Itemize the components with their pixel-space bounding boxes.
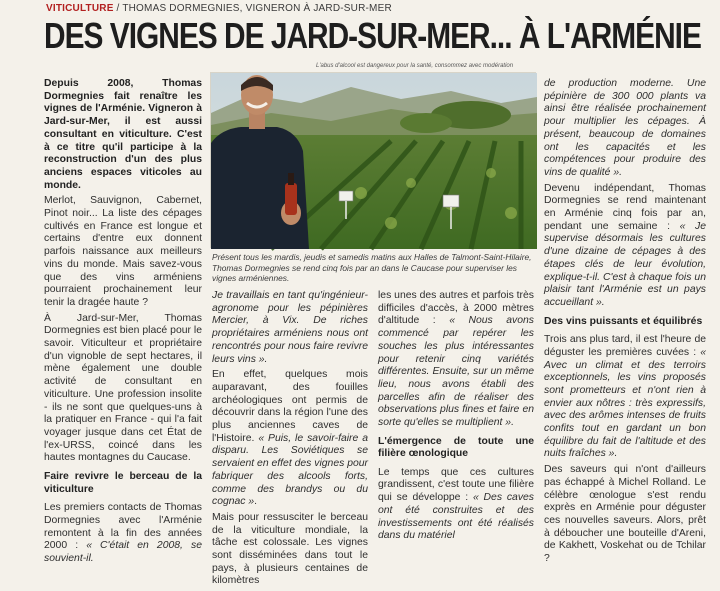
quote-text: « Puis, le savoir-faire a disparu. Les Soviétiques se servaient en effet des vignes pour fabriquer des alcools forts, comme des brandys ou du cognac » xyxy=(212,432,368,508)
body-text: . xyxy=(254,496,258,508)
section-heading: Des vins puissants et équilibrés xyxy=(544,315,703,327)
body-text: Les premiers contacts de Thomas Dormegnies avec l'Arménie remontent à la fin des années 2000 : xyxy=(44,502,202,552)
article-column-1 xyxy=(44,78,202,569)
quote-text: « Nous avons commencé par repérer les souches les plus intéressantes pour retenir cinq variétés différentes. Ensuite, sur un même lieu, nous avons établi des parcelles afin de réaliser des observations plus fines et faire en sorte qu'elles se multiplient ». xyxy=(378,315,534,429)
kicker-subject: / THOMAS DORMEGNIES, VIGNERON À JARD-SUR-MER xyxy=(113,3,392,14)
article-column-2 xyxy=(212,290,368,591)
body-paragraph xyxy=(378,467,534,543)
quote-text: « Je supervise désormais les cultures d'une dizaine de cépages à des étapes clés de leur évolution, explique-t-il. C'est à chaque fois un plaisir tant l'Arménie est un pays accueillant ». xyxy=(544,220,706,308)
section-heading: L'émergence de toute une filière œnologique xyxy=(378,435,534,460)
body-paragraph xyxy=(44,502,202,566)
body-paragraph xyxy=(544,183,706,310)
body-text: Trois ans plus tard, il est l'heure de déguster les premières cuvées : xyxy=(544,334,706,358)
body-paragraph: Mais pour ressusciter le berceau de la viticulture mondiale, la tâche est colossale. Les vignes sont disséminées dans tout le pays, à plusieurs centaines de kilomètres xyxy=(212,511,368,587)
vineyard-photo xyxy=(210,72,536,248)
quote-text: « Des caves ont été construites et des investissements ont été réalisés dans du matériel xyxy=(378,492,534,542)
article-headline: DES VIGNES DE JARD-SUR-MER... À L'ARMÉNIE xyxy=(44,15,701,56)
body-paragraph xyxy=(544,334,706,461)
body-paragraph xyxy=(212,369,368,509)
lead-paragraph: Depuis 2008, Thomas Dormegnies fait renaître les vignes de l'Arménie. Vigneron à Jard-sur-Mer, il est aussi consultant en viticulture. C'est à ce titre qu'il participe à la reconstruction d'un des plus anciens espaces viticoles au monde. xyxy=(44,78,202,191)
section-heading: Faire revivre le berceau de la viticulture xyxy=(44,471,202,495)
article-column-4 xyxy=(544,78,706,569)
body-text: Devenu indépendant, Thomas Dormegnies se rend maintenant en Arménie cinq fois par an, pendant une semaine : xyxy=(544,182,706,232)
photo-caption: Présent tous les mardis, jeudis et samedis matins aux Halles de Talmont-Saint-Hilaire, Thomas Dormegnies se rend cinq fois par an dans le Caucase pour superviser les vignes arméniennes. xyxy=(212,252,532,283)
body-paragraph xyxy=(378,290,534,430)
body-text: les unes des autres et parfois très difficiles d'accès, à 2000 mètres d'altitude : xyxy=(378,290,534,327)
body-paragraph: À Jard-sur-Mer, Thomas Dormegnies est bien placé pour le savoir. Viticulteur et propriétaire d'un vignoble de sept hectares, il mène également une double activité de consultant en viticulture. Une profession insolite - ils ne sont que quelques-uns à la pratiquer en France - qui l'a fait voyager jusque dans cet État de l'ex-URSS, coincé dans les hautes montagnes du Caucase. xyxy=(44,312,202,464)
kicker-category: VITICULTURE xyxy=(46,3,114,14)
body-text: En effet, quelques mois auparavant, des fouilles archéologiques ont permis de découvrir dans la région l'une des plus anciennes caves de l'Histoire. xyxy=(212,369,368,444)
health-warning-note: L'abus d'alcool est dangereux pour la santé, consommez avec modération xyxy=(316,63,514,69)
body-text: Le temps que ces cultures grandissent, c'est toute une filière qui se développe : xyxy=(378,466,534,504)
body-paragraph: Des saveurs qui n'ont d'ailleurs pas échappé à Michel Rolland. Le célèbre œnologue s'est rendu exprès en Arménie pour déguster ces nouvelles saveurs. Alors, prêt à déboucher une bouteille d'Areni, de Kakhett, Voskehat ou de Tchilar ? xyxy=(544,464,706,565)
body-paragraph: Merlot, Sauvignon, Cabernet, Pinot noir... La liste des cépages cultivés en France est longue et certains d'entre eux donnent parfois naissance aux meilleurs vins du monde. Mais savez-vous que des vins arméniens pourraient prochainement leur tenir la dragée haute ? xyxy=(44,195,202,308)
quote-paragraph: Je travaillais en tant qu'ingénieur-agronome pour les pépinières Mercier, à Vix. De riches propriétaires arméniens nous ont rencontrés pour nous faire revivre leurs vins ». xyxy=(212,290,368,365)
quote-text: « Avec un climat et des terroirs exceptionnels, les vins proposés sont prometteurs et n'ont rien à envier aux nôtres : très expressifs, avec des arômes intenses de fruits confits tout en gardant un bon équilibre du fait de l'altitude et des nuits fraîches ». xyxy=(544,346,706,460)
article-kicker xyxy=(46,3,392,14)
quote-paragraph: de production moderne. Une pépinière de 300 000 plants va ainsi être réalisée prochainement pour multiplier les cépages. À présent, beaucoup de domaines ont les capacités et les compétences pour produire des vins de qualité ». xyxy=(544,78,706,178)
quote-text: « C'était en 2008, se souvient-il. xyxy=(44,540,202,564)
article-column-3 xyxy=(378,290,534,546)
